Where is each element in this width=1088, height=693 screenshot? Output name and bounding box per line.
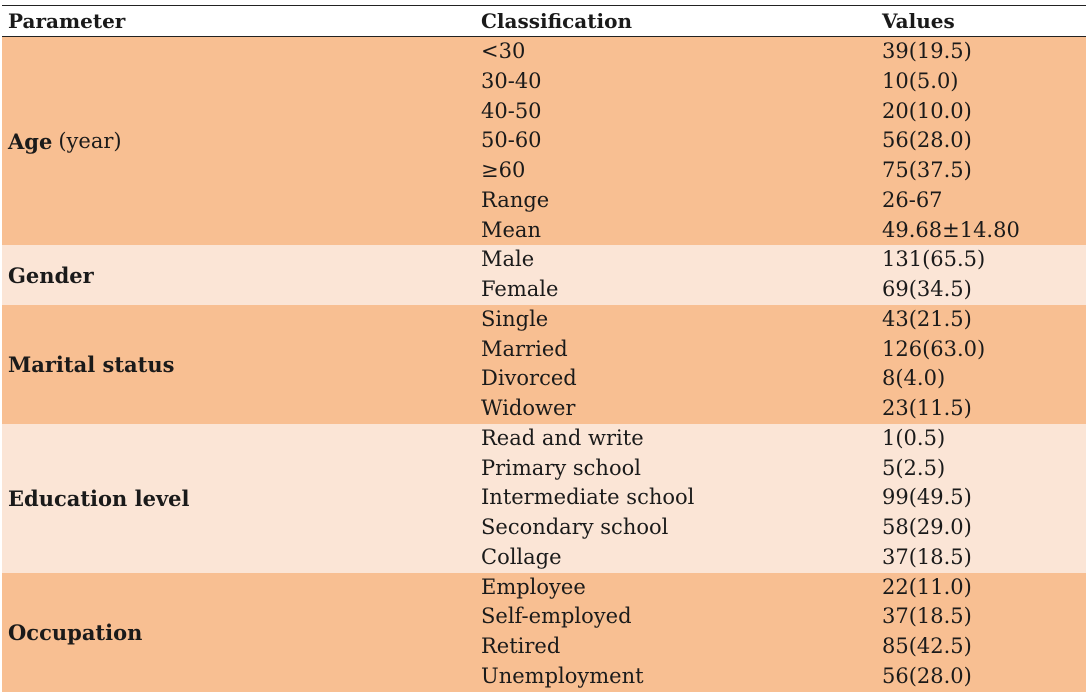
classification-cell: Self-employed: [481, 604, 632, 629]
classification-cell: Collage: [481, 544, 562, 569]
classification-cell: Mean: [481, 217, 541, 242]
table-row: [2, 335, 1086, 365]
table-row: [2, 364, 1086, 394]
header-parameter: Parameter: [8, 9, 126, 33]
table-row: [2, 543, 1086, 573]
classification-cell: Primary school: [481, 455, 641, 480]
table-row: [2, 454, 1086, 484]
table-row: [2, 245, 1086, 275]
value-cell: 75(37.5): [882, 158, 972, 182]
table-header: [2, 6, 1086, 37]
table-row: [2, 156, 1086, 186]
value-cell: 23(11.5): [882, 396, 972, 420]
table-row: [2, 513, 1086, 543]
value-cell: 20(10.0): [882, 98, 972, 123]
classification-cell: Unemployment: [481, 663, 644, 688]
value-cell: 1(0.5): [882, 425, 946, 450]
classification-cell: Range: [481, 187, 550, 212]
value-cell: 37(18.5): [882, 604, 972, 629]
classification-cell: 40-50: [481, 98, 542, 123]
classification-cell: Read and write: [481, 425, 644, 450]
parameter-name: Age: [8, 128, 53, 154]
value-cell: 126(63.0): [882, 336, 986, 361]
table-row: [2, 216, 1086, 246]
value-cell: 99(49.5): [882, 485, 972, 510]
value-cell: 56(28.0): [882, 128, 972, 153]
classification-cell: Intermediate school: [481, 485, 695, 510]
value-cell: 5(2.5): [882, 455, 946, 480]
table-row: [2, 394, 1086, 424]
header-classification: Classification: [481, 9, 632, 33]
value-cell: 39(19.5): [882, 39, 972, 63]
classification-cell: Married: [481, 336, 568, 361]
classification-cell: Secondary school: [481, 515, 669, 539]
value-cell: 58(29.0): [882, 515, 972, 539]
group-age: [2, 37, 1086, 245]
group-gender: [2, 245, 1086, 305]
parameter-name: Marital status: [8, 351, 175, 377]
parameter-name: Occupation: [8, 619, 143, 645]
table-row: [2, 483, 1086, 513]
parameter-unit: (year): [58, 129, 122, 154]
value-cell: 49.68±14.80: [882, 217, 1020, 242]
table-row: [2, 573, 1086, 603]
classification-cell: ≥60: [481, 158, 526, 182]
value-cell: 10(5.0): [882, 68, 959, 93]
demographics-table: [2, 5, 1086, 692]
group-occupation: [2, 573, 1086, 692]
table-row: [2, 37, 1086, 67]
classification-cell: Single: [481, 306, 549, 331]
parameter-name: Gender: [8, 262, 94, 288]
table-row: [2, 602, 1086, 632]
table-row: [2, 305, 1086, 335]
value-cell: 56(28.0): [882, 663, 972, 688]
table-row: [2, 67, 1086, 97]
header-values: Values: [882, 9, 955, 33]
value-cell: 22(11.0): [882, 574, 972, 599]
table-row: [2, 186, 1086, 216]
classification-cell: Retired: [481, 634, 561, 658]
classification-cell: Female: [481, 277, 559, 301]
classification-cell: Divorced: [481, 366, 577, 391]
table-row: [2, 275, 1086, 305]
table-row: [2, 632, 1086, 662]
classification-cell: Employee: [481, 574, 586, 599]
value-cell: 26-67: [882, 187, 943, 212]
table-row: [2, 126, 1086, 156]
value-cell: 69(34.5): [882, 277, 972, 301]
value-cell: 85(42.5): [882, 634, 972, 658]
group-marital-status: [2, 305, 1086, 424]
value-cell: 8(4.0): [882, 366, 946, 391]
classification-cell: Male: [481, 247, 535, 272]
classification-cell: 50-60: [481, 128, 542, 153]
value-cell: 43(21.5): [882, 306, 972, 331]
classification-cell: <30: [481, 39, 526, 63]
group-education-level: [2, 424, 1086, 573]
classification-cell: Widower: [481, 396, 576, 420]
table-row: [2, 97, 1086, 127]
value-cell: 131(65.5): [882, 247, 986, 272]
parameter-name: Education level: [8, 485, 190, 511]
value-cell: 37(18.5): [882, 544, 972, 569]
table-row: [2, 424, 1086, 454]
classification-cell: 30-40: [481, 68, 542, 93]
table-row: [2, 662, 1086, 692]
